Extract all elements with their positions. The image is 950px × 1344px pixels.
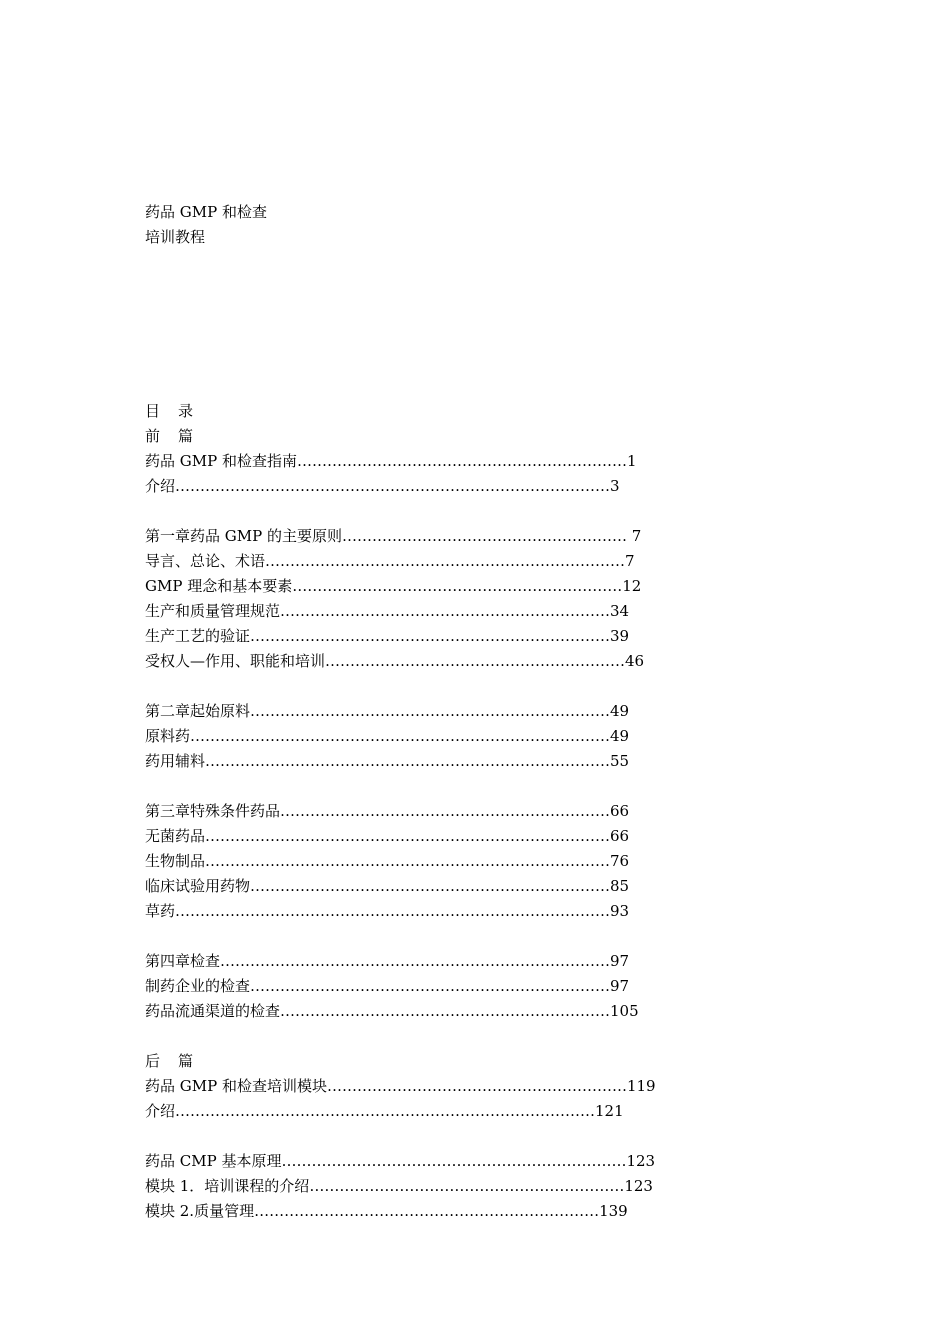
document-title-block bbox=[145, 200, 267, 250]
toc-entry: 介绍……………………………………………………………………………3 bbox=[145, 477, 620, 495]
toc-entry: 生物制品………………………………………………………………………76 bbox=[145, 852, 630, 870]
toc-entry: 药品 GMP 和检查培训模块……………………………………………………119 bbox=[145, 1077, 656, 1095]
toc-spacer bbox=[145, 674, 656, 699]
toc-heading: 目 录 bbox=[145, 402, 195, 420]
toc-entry: GMP 理念和基本要素…………………………………………………………12 bbox=[145, 577, 642, 595]
toc-entry: 药品 CMP 基本原理……………………………………………………………123 bbox=[145, 1152, 656, 1170]
document-subtitle: 培训教程 bbox=[145, 228, 206, 246]
toc-chapter-2: 第二章起始原料………………………………………………………………49 bbox=[145, 702, 630, 720]
toc-section-back: 后 篇 bbox=[145, 1052, 195, 1070]
toc-spacer bbox=[145, 774, 656, 799]
toc-chapter-3: 第三章特殊条件药品…………………………………………………………66 bbox=[145, 802, 630, 820]
toc-entry: 生产和质量管理规范…………………………………………………………34 bbox=[145, 602, 630, 620]
toc-spacer bbox=[145, 499, 656, 524]
toc-entry: 无菌药品………………………………………………………………………66 bbox=[145, 827, 630, 845]
toc-entry: 临床试验用药物………………………………………………………………85 bbox=[145, 877, 630, 895]
toc-entry: 草药……………………………………………………………………………93 bbox=[145, 902, 630, 920]
toc-chapter-1: 第一章药品 GMP 的主要原则………………………………………………… 7 bbox=[145, 527, 642, 545]
toc-chapter-4: 第四章检查……………………………………………………………………97 bbox=[145, 952, 630, 970]
toc-entry: 药用辅料………………………………………………………………………55 bbox=[145, 752, 630, 770]
table-of-contents bbox=[145, 399, 656, 1224]
toc-entry: 原料药…………………………………………………………………………49 bbox=[145, 727, 630, 745]
toc-spacer bbox=[145, 1124, 656, 1149]
toc-entry: 导言、总论、术语………………………………………………………………7 bbox=[145, 552, 635, 570]
toc-entry: 药品 GMP 和检查指南…………………………………………………………1 bbox=[145, 452, 637, 470]
toc-spacer bbox=[145, 924, 656, 949]
toc-entry: 药品流通渠道的检查…………………………………………………………105 bbox=[145, 1002, 639, 1020]
toc-entry: 介绍…………………………………………………………………………121 bbox=[145, 1102, 624, 1120]
toc-entry: 模块 1．培训课程的介绍………………………………………………………123 bbox=[145, 1177, 653, 1195]
toc-section-front: 前 篇 bbox=[145, 427, 195, 445]
document-title: 药品 GMP 和检查 bbox=[145, 203, 267, 221]
toc-spacer bbox=[145, 1024, 656, 1049]
toc-entry: 受权人—作用、职能和培训……………………………………………………46 bbox=[145, 652, 645, 670]
toc-entry: 生产工艺的验证………………………………………………………………39 bbox=[145, 627, 630, 645]
toc-entry: 模块 2.质量管理……………………………………………………………139 bbox=[145, 1202, 628, 1220]
toc-entry: 制药企业的检查………………………………………………………………97 bbox=[145, 977, 630, 995]
